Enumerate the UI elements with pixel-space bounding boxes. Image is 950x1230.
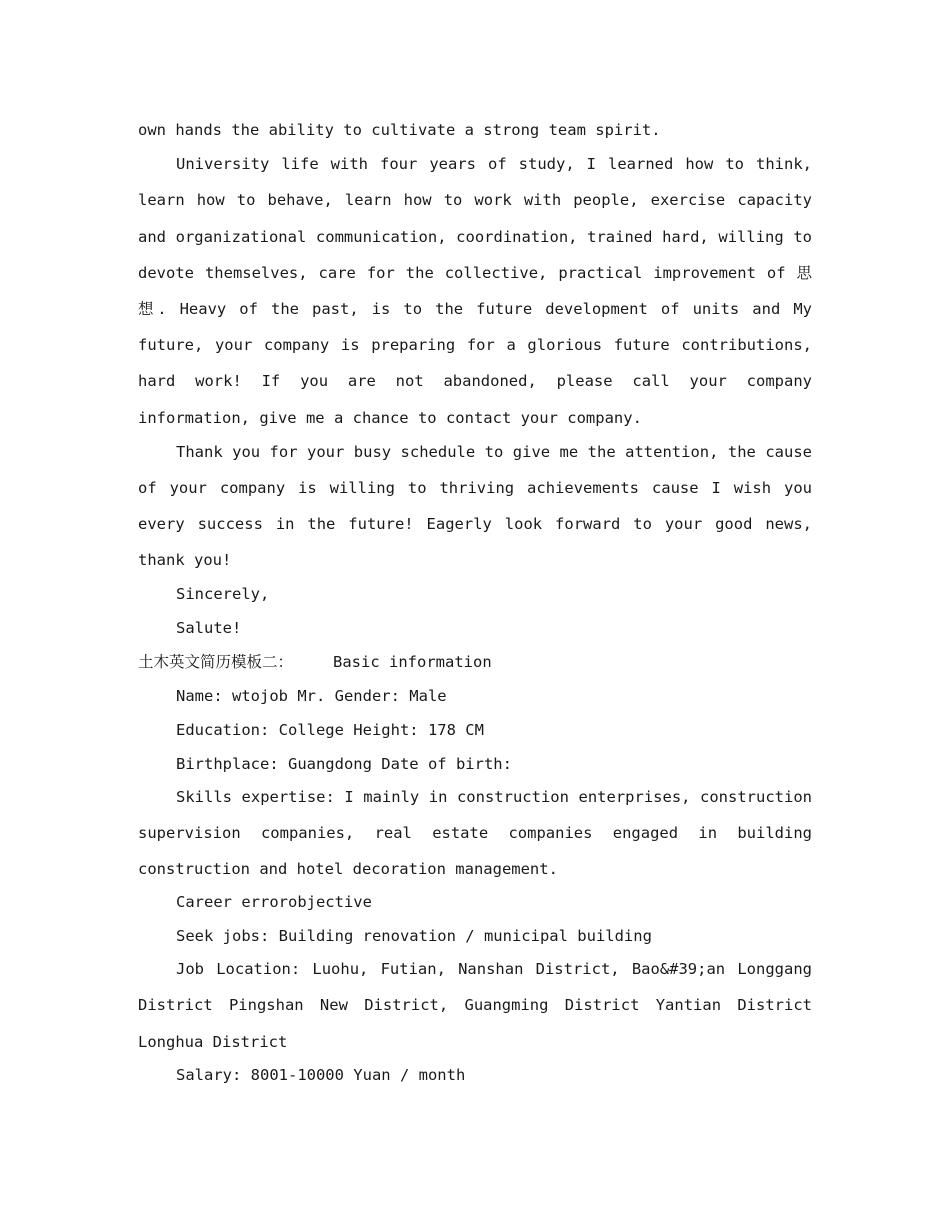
paragraph-team-spirit: own hands the ability to cultivate a strong team spirit.: [138, 121, 661, 139]
section-heading: [138, 645, 812, 679]
paragraph-job-location: Job Location: Luohu, Futian, Nanshan District, Bao&#39;an Longgang District Pingshan New District, Guangming District Yantian District Longhua District: [138, 960, 812, 1051]
career-objective-line: Career errorobjective: [176, 893, 372, 912]
seek-jobs-line: Seek jobs: Building renovation / municipal building: [176, 927, 652, 946]
closing-sincerely: Sincerely,: [176, 584, 270, 603]
document-page: [138, 112, 812, 1092]
paragraph-thank-you: Thank you for your busy schedule to give me the attention, the cause of your company is willing to thriving achievements cause I wish you every success in the future! Eagerly look forward to your good news, thank you!: [138, 442, 812, 570]
salary-line: Salary: 8001-10000 Yuan / month: [176, 1065, 466, 1084]
section-title: 土木英文简历模板二：: [138, 652, 294, 671]
name-gender-line: Name: wtojob Mr. Gender: Male: [176, 686, 447, 705]
paragraph-university-life: University life with four years of study, I learned how to think, learn how to behave, learn how to work with people, exercise capacity and organizational communication, coordination, trained hard, willing to devote themselves, care for the collective, practical improvement of 思想. Heavy of the past, is to the future development of units and My future, your company is preparing for a glorious future contributions, hard work! If you are not abandoned, please call your company information, give me a chance to contact your company.: [138, 155, 812, 427]
closing-salute: Salute!: [176, 618, 242, 637]
section-subtitle: Basic information: [333, 652, 492, 671]
birthplace-line: Birthplace: Guangdong Date of birth:: [176, 754, 512, 773]
education-height-line: Education: College Height: 178 CM: [176, 720, 484, 739]
paragraph-skills: Skills expertise: I mainly in construction enterprises, construction supervision companies, real estate companies engaged in building construction and hotel decoration management.: [138, 787, 812, 879]
